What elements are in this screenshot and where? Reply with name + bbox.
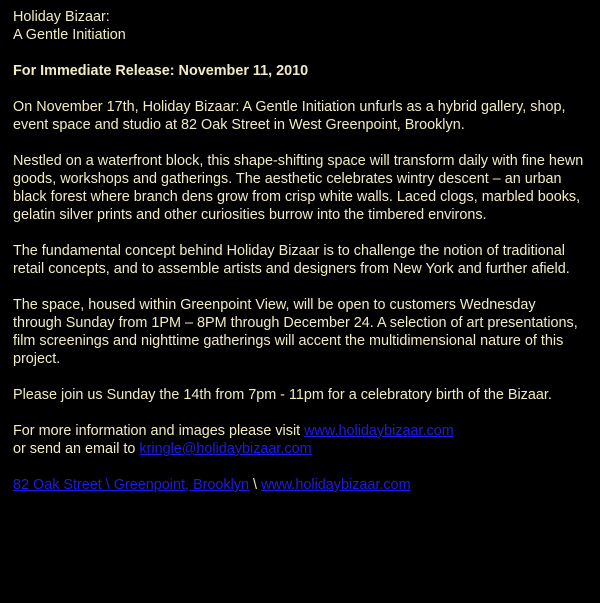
paragraph-intro: On November 17th, Holiday Bizaar: A Gentle Initiation unfurls as a hybrid gallery, shop, event space and studio at 82 Oak Street in West Greenpoint, Brooklyn. (13, 99, 566, 133)
contact-info-text: For more information and images please visit (13, 423, 301, 439)
paragraph-hours: The space, housed within Greenpoint View, will be open to customers Wednesday through Sunday from 1PM – 8PM through December 24. A selection of art presentations, film screenings and nighttime gatherings will accent the multidimensional nature of this project. (13, 297, 578, 367)
paragraph-invitation: Please join us Sunday the 14th from 7pm - 11pm for a celebratory birth of the Bizaar. (13, 387, 552, 403)
website-link[interactable]: www.holidaybizaar.com (304, 423, 454, 439)
address-link[interactable]: 82 Oak Street \ Greenpoint, Brooklyn (13, 477, 249, 493)
footer-website-link[interactable]: www.holidaybizaar.com (260, 477, 411, 493)
footer-separator: \ (252, 477, 257, 493)
page-title (13, 8, 588, 44)
title-line-1: Holiday Bizaar: (13, 9, 110, 25)
email-link[interactable]: kringle@holidaybizaar.com (139, 441, 312, 457)
paragraph-space-description: Nestled on a waterfront block, this shape-shifting space will transform daily with fine hewn goods, workshops and gatherings. The aesthetic celebrates wintry descent – an urban black forest where branch dens grow from crisp white walls. Laced clogs, marbled books, gelatin silver prints and other curiosities burrow into the timbered environs. (13, 153, 584, 223)
paragraph-concept: The fundamental concept behind Holiday Bizaar is to challenge the notion of traditional retail concepts, and to assemble artists and designers from New York and further afield. (13, 243, 570, 277)
footer-links (13, 476, 588, 494)
release-date-heading: For Immediate Release: November 11, 2010 (13, 63, 309, 79)
contact-email-text: or send an email to (13, 441, 136, 457)
contact-block (13, 422, 588, 458)
title-line-2: A Gentle Initiation (13, 27, 126, 43)
